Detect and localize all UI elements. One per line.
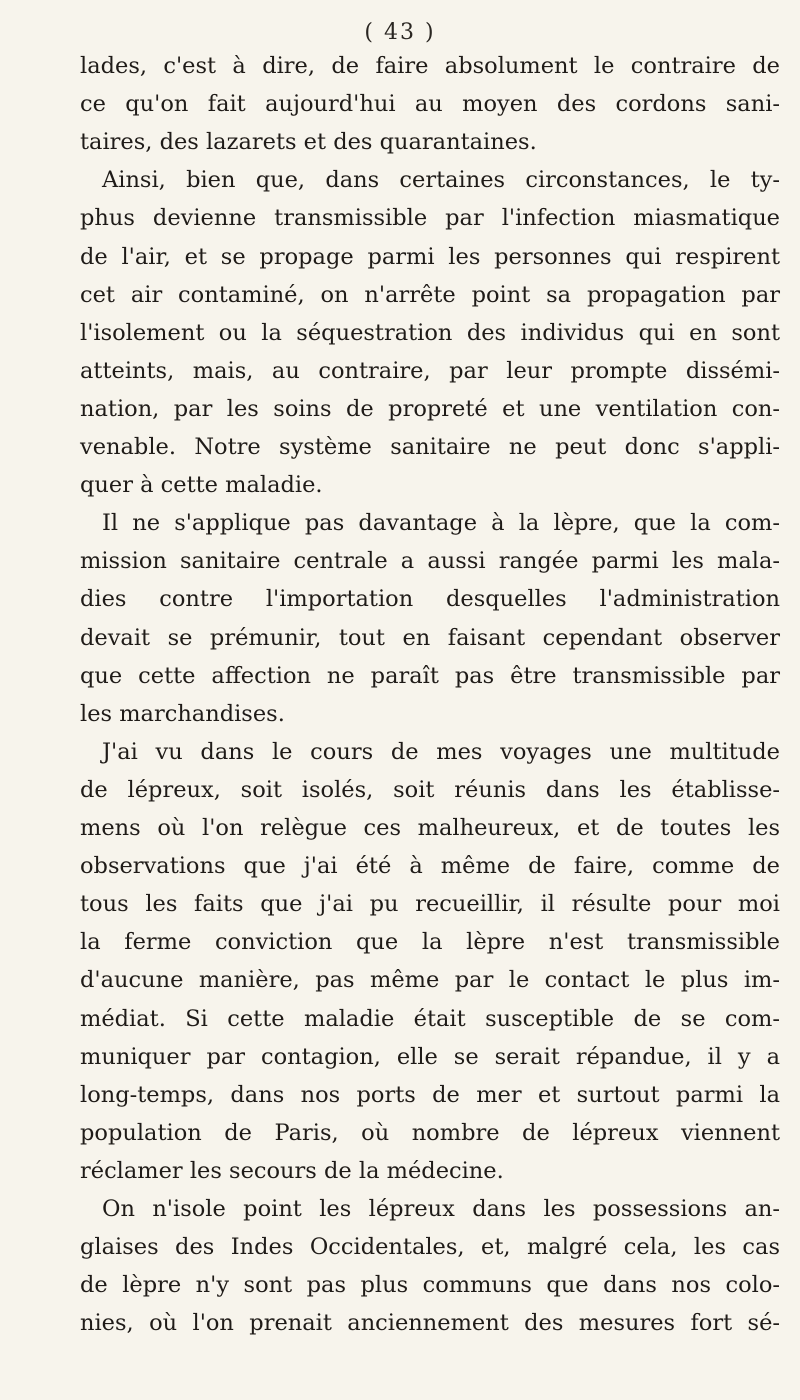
text-line: observations que j'ai été à même de faire, comme de [80, 853, 780, 880]
text-line: les marchandises. [80, 700, 285, 727]
text-line: devait se prémunir, tout en faisant cependant observer [80, 624, 780, 651]
text-line: quer à cette maladie. [80, 472, 323, 499]
text-line: phus devienne transmissible par l'infection miasmatique [80, 205, 780, 232]
text-line: taires, des lazarets et des quarantaines. [80, 129, 537, 156]
text-line: que cette affection ne paraît pas être transmissible par [80, 662, 780, 689]
page-number: ( 43 ) [364, 20, 436, 45]
text-line: réclamer les secours de la médecine. [80, 1157, 504, 1184]
text-line: atteints, mais, au contraire, par leur prompte dissémi- [80, 357, 780, 384]
text-line: J'ai vu dans le cours de mes voyages une multitude [102, 738, 780, 765]
text-line: glaises des Indes Occidentales, et, malgré cela, les cas [80, 1234, 780, 1261]
text-line: l'isolement ou la séquestration des individus qui en sont [80, 319, 780, 346]
text-line: médiat. Si cette maladie était susceptible de se com- [80, 1005, 780, 1032]
text-line: Il ne s'applique pas davantage à la lèpre, que la com- [102, 510, 780, 537]
text-line: de l'air, et se propage parmi les personnes qui respirent [80, 243, 780, 270]
text-line: nation, par les soins de propreté et une ventilation con- [80, 395, 780, 422]
text-line: long-temps, dans nos ports de mer et surtout parmi la [80, 1081, 780, 1108]
text-line: mission sanitaire centrale a aussi rangée parmi les mala- [80, 548, 780, 575]
text-line: ce qu'on fait aujourd'hui au moyen des cordons sani- [80, 91, 780, 118]
text-line: de lépreux, soit isolés, soit réunis dans les établisse- [80, 776, 780, 803]
text-line: venable. Notre système sanitaire ne peut donc s'appli- [80, 434, 780, 460]
text-line: lades, c'est à dire, de faire absolument le contraire de [80, 53, 780, 79]
text-line: nies, où l'on prenait anciennement des mesures fort sé- [80, 1310, 780, 1337]
text-line: mens où l'on relègue ces malheureux, et de toutes les [80, 815, 780, 841]
text-line: la ferme conviction que la lèpre n'est transmissible [80, 929, 780, 956]
text-line: de lèpre n'y sont pas plus communs que dans nos colo- [80, 1272, 780, 1299]
text-line: dies contre l'importation desquelles l'administration [80, 586, 780, 613]
text-line: On n'isole point les lépreux dans les possessions an- [102, 1196, 780, 1222]
text-line: muniquer par contagion, elle se serait répandue, il y a [80, 1043, 780, 1070]
text-line: population de Paris, où nombre de lépreux viennent [80, 1119, 780, 1146]
text-line: Ainsi, bien que, dans certaines circonstances, le ty- [102, 167, 780, 194]
text-line: tous les faits que j'ai pu recueillir, il résulte pour moi [80, 891, 780, 918]
text-line: d'aucune manière, pas même par le contact le plus im- [80, 967, 780, 994]
text-line: cet air contaminé, on n'arrête point sa propagation par [80, 281, 780, 308]
